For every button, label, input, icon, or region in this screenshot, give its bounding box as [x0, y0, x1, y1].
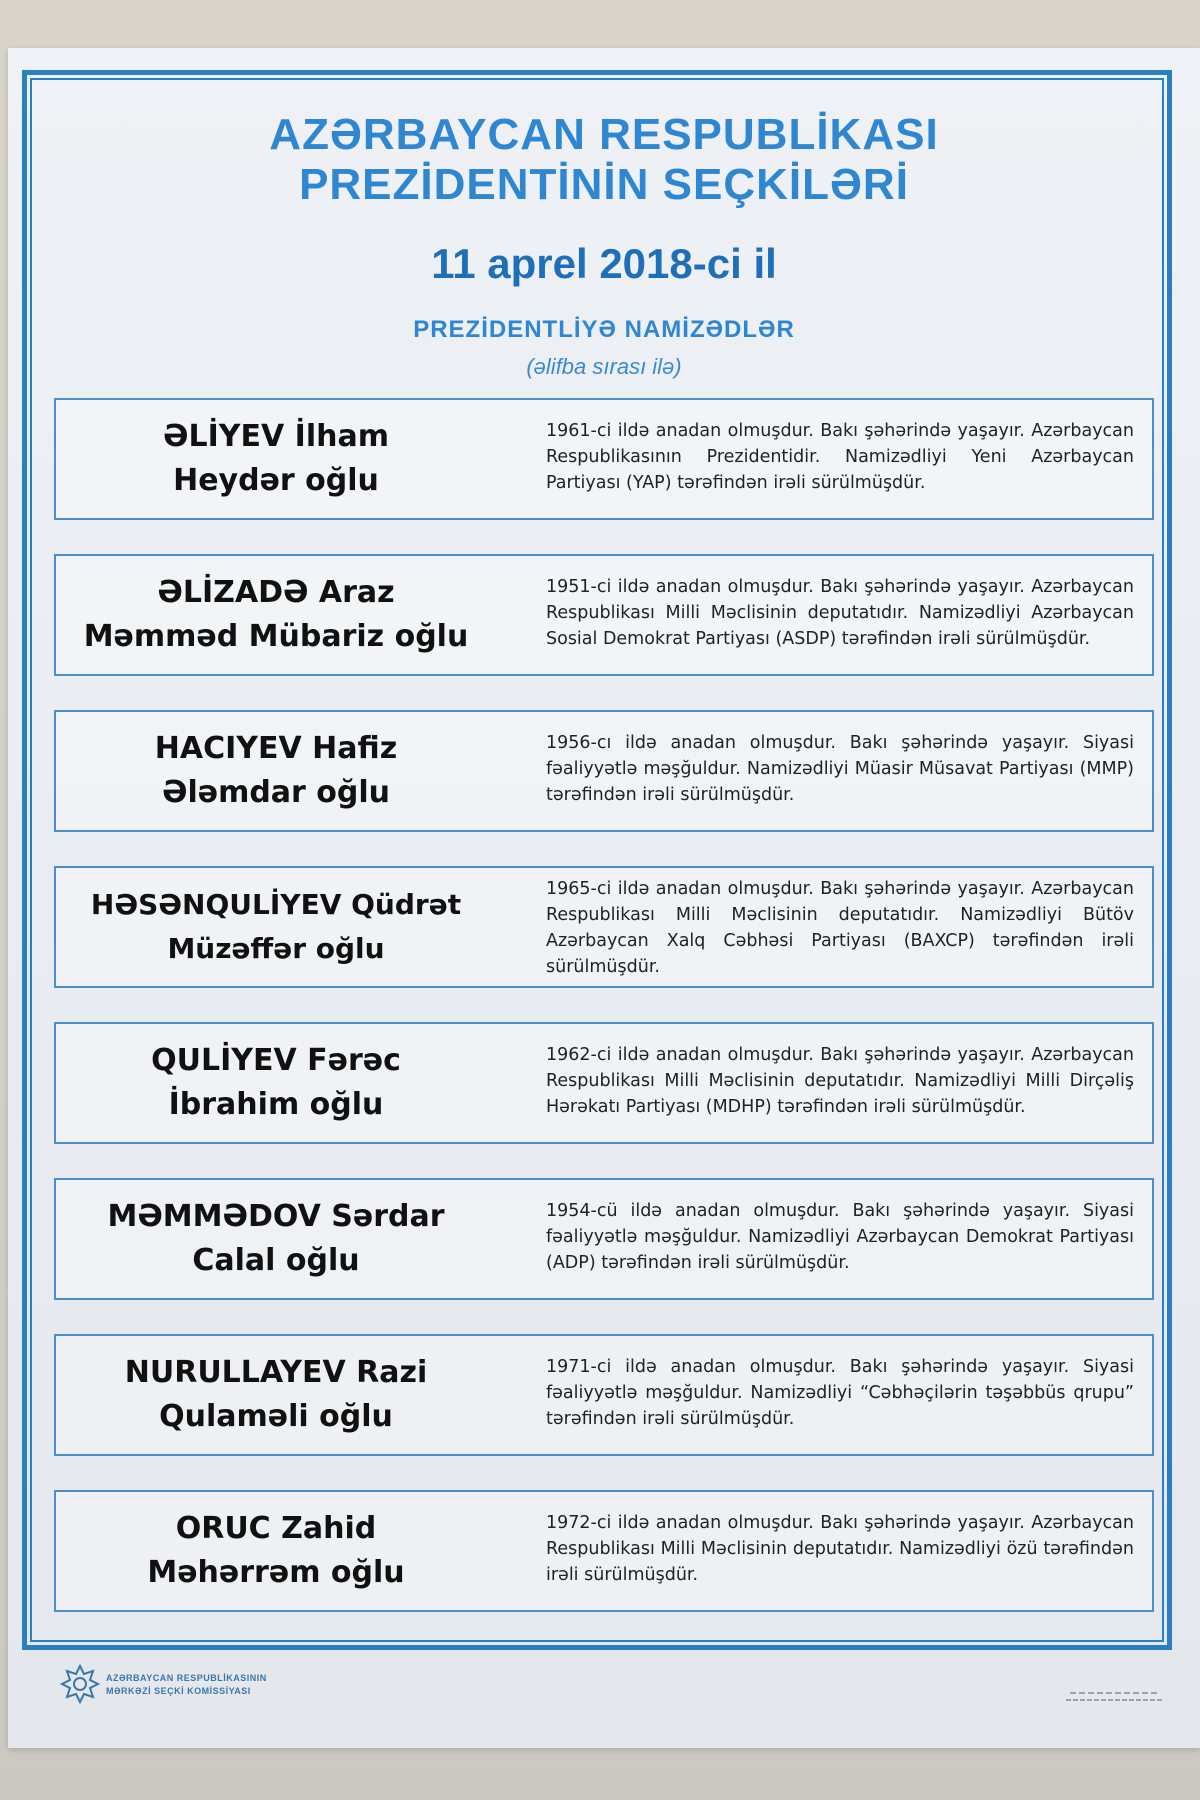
poster-title-line2: PREZİDENTİNİN SEÇKİLƏRİ [299, 160, 909, 209]
candidate-bio: 1962-ci ildə anadan olmuşdur. Bakı şəhərində yaşayır. Azərbaycan Respublikası Milli Məclisinin deputatıdır. Namizədliyi Milli Dirçəliş Hərəkatı Partiyası (MDHP) tərəfindən irəli sürülmüşdür. [546, 1045, 1134, 1117]
election-date: 11 aprel 2018-ci il [431, 240, 777, 287]
candidate-patronymic: Müzəffər oğlu [167, 932, 385, 965]
commission-name-line2: MƏRKƏZİ SEÇKİ KOMİSSİYASI [106, 1686, 251, 1696]
candidate-name [56, 1336, 496, 1454]
candidate-surname-firstname: ƏLİZADƏ Araz [157, 575, 395, 610]
candidate-name [56, 1024, 496, 1142]
candidate-surname-firstname: ƏLİYEV İlham [163, 419, 389, 454]
candidate-bio: 1971-ci ildə anadan olmuşdur. Bakı şəhərində yaşayır. Siyasi fəaliyyətlə məşğuldur. Namizədliyi “Cəbhəçilərin təşəbbüs qrupu” tərəfindən irəli sürülmüşdür. [546, 1357, 1134, 1429]
candidate-card [54, 1490, 1154, 1612]
candidate-bio: 1951-ci ildə anadan olmuşdur. Bakı şəhərində yaşayır. Azərbaycan Respublikası Milli Məclisinin deputatıdır. Namizədliyi Azərbaycan Sosial Demokrat Partiyası (ASDP) tərəfindən irəli sürülmüşdür. [546, 577, 1134, 649]
alphabetical-note: (əlifba sırası ilə) [526, 354, 682, 379]
candidate-patronymic: Məmməd Mübariz oğlu [83, 619, 469, 654]
candidate-patronymic: Calal oğlu [192, 1243, 360, 1278]
candidate-surname-firstname: HƏSƏNQULİYEV Qüdrət [90, 888, 462, 921]
candidate-name [56, 400, 496, 518]
candidate-card [54, 1022, 1154, 1144]
candidate-bio: 1961-ci ildə anadan olmuşdur. Bakı şəhərində yaşayır. Azərbaycan Respublikasının Prezidentidir. Namizədliyi Yeni Azərbaycan Partiyası (YAP) tərəfindən irəli sürülmüşdür. [546, 421, 1134, 493]
commission-emblem-icon [60, 1664, 100, 1704]
candidate-card [54, 710, 1154, 832]
candidate-surname-firstname: ORUC Zahid [175, 1511, 377, 1546]
candidate-name [56, 1180, 496, 1298]
commission-name [106, 1672, 366, 1698]
candidate-card [54, 866, 1154, 988]
candidate-bio: 1965-ci ildə anadan olmuşdur. Bakı şəhərində yaşayır. Azərbaycan Respublikası Milli Məclisinin deputatıdır. Namizədliyi Bütöv Azərbaycan Xalq Cəbhəsi Partiyası (BAXCP) tərəfindən irəli sürülmüşdür. [546, 879, 1134, 977]
candidate-card [54, 398, 1154, 520]
candidate-surname-firstname: NURULLAYEV Razi [124, 1355, 428, 1390]
candidate-surname-firstname: HACIYEV Hafiz [154, 731, 398, 766]
candidates-heading: PREZİDENTLİYƏ NAMİZƏDLƏR [413, 316, 795, 343]
candidate-patronymic: Məhərrəm oğlu [147, 1555, 405, 1590]
candidate-card [54, 554, 1154, 676]
candidate-patronymic: Heydər oğlu [173, 463, 379, 498]
candidate-name [56, 556, 496, 674]
candidate-name [56, 868, 496, 986]
candidate-bio: 1956-cı ildə anadan olmuşdur. Bakı şəhərində yaşayır. Siyasi fəaliyyətlə məşğuldur. Namizədliyi Müasir Müsavat Partiyası (MMP) tərəfindən irəli sürülmüşdür. [546, 733, 1134, 805]
candidate-surname-firstname: QULİYEV Fərəc [151, 1043, 401, 1078]
candidate-card [54, 1334, 1154, 1456]
election-poster [8, 48, 1200, 1748]
candidate-patronymic: Ələmdar oğlu [161, 775, 391, 810]
candidate-bio: 1972-ci ildə anadan olmuşdur. Bakı şəhərində yaşayır. Azərbaycan Respublikası Milli Məclisinin deputatıdır. Namizədliyi özü tərəfindən irəli sürülmüşdür. [546, 1513, 1134, 1585]
candidate-card [54, 1178, 1154, 1300]
poster-title-line1: AZƏRBAYCAN RESPUBLİKASI [269, 110, 939, 159]
candidate-surname-firstname: MƏMMƏDOV Sərdar [107, 1199, 445, 1234]
candidate-patronymic: Qulaməli oğlu [159, 1399, 393, 1434]
candidate-patronymic: İbrahim oğlu [168, 1087, 384, 1122]
print-imprint [1066, 1688, 1166, 1708]
commission-name-line1: AZƏRBAYCAN RESPUBLİKASININ [106, 1673, 267, 1683]
candidate-bio: 1954-cü ildə anadan olmuşdur. Bakı şəhərində yaşayır. Siyasi fəaliyyətlə məşğuldur. Namizədliyi Azərbaycan Demokrat Partiyası (ADP) tərəfindən irəli sürülmüşdür. [546, 1201, 1134, 1273]
candidate-name [56, 1492, 496, 1610]
candidate-name [56, 712, 496, 830]
